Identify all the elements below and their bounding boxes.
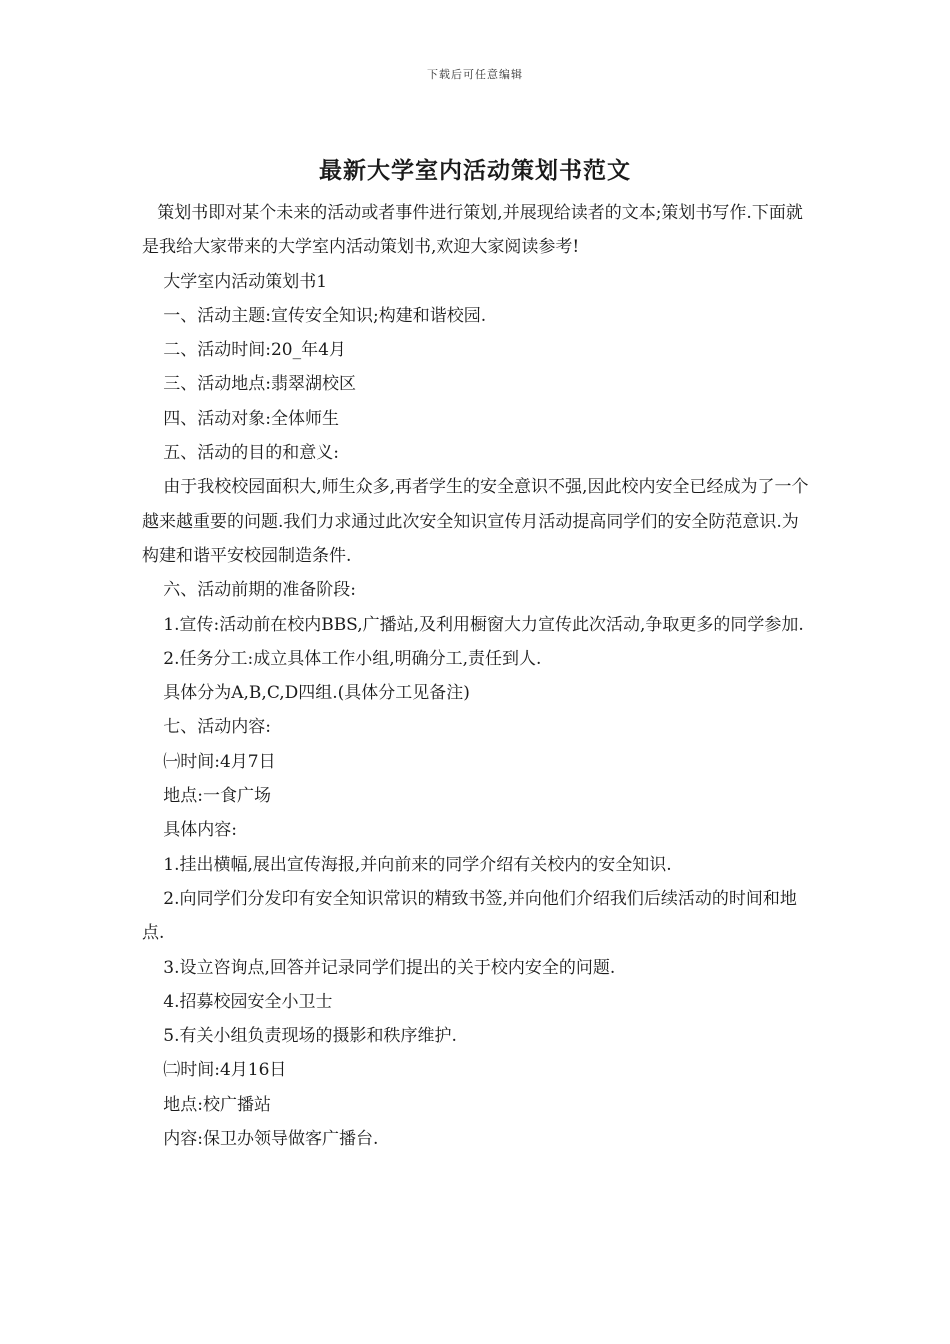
paragraph-time: 二、活动时间:20_年4月 [163, 340, 346, 361]
paragraph-purpose-heading: 五、活动的目的和意义: [163, 443, 339, 464]
header-note: 下载后可任意编辑 [427, 68, 523, 81]
paragraph-event1-details-heading: 具体内容: [163, 820, 237, 841]
paragraph-audience: 四、活动对象:全体师生 [163, 408, 339, 429]
paragraph-theme: 一、活动主题:宣传安全知识;构建和谐校园. [163, 305, 487, 326]
paragraph-event2-content: 内容:保卫办领导做客广播台. [163, 1129, 379, 1150]
paragraph-event2-location: 地点:校广播站 [163, 1094, 271, 1115]
paragraph-event1-item-1: 1.挂出横幅,展出宣传海报,并向前来的同学介绍有关校内的安全知识. [163, 854, 672, 875]
paragraph-event1-location: 地点:一食广场 [163, 786, 271, 807]
paragraph-preparation-2: 2.任务分工:成立具体工作小组,明确分工,责任到人. [163, 648, 542, 669]
paragraph-event1-item-2: 2.向同学们分发印有安全知识常识的精致书签,并向他们介绍我们后续活动的时间和地点. [142, 888, 797, 944]
paragraph-location: 三、活动地点:翡翠湖校区 [163, 374, 356, 395]
paragraph-event1-item-3: 3.设立咨询点,回答并记录同学们提出的关于校内安全的问题. [163, 957, 616, 978]
paragraph-event1-item-4: 4.招募校园安全小卫士 [163, 991, 333, 1012]
paragraph-preparation-heading: 六、活动前期的准备阶段: [163, 580, 356, 601]
page-title: 最新大学室内活动策划书范文 [319, 158, 631, 184]
paragraph-event1-item-5: 5.有关小组负责现场的摄影和秩序维护. [163, 1026, 457, 1047]
paragraph-event1-time: ㈠时间:4月7日 [163, 751, 276, 772]
paragraph-preparation-1: 1.宣传:活动前在校内BBS,广播站,及利用橱窗大力宣传此次活动,争取更多的同学参加. [163, 614, 804, 635]
paragraph-content-heading: 七、活动内容: [163, 717, 271, 738]
paragraph-intro: 策划书即对某个未来的活动或者事件进行策划,并展现给读者的文本;策划书写作.下面就是我给大家带来的大学室内活动策划书,欢迎大家阅读参考! [142, 203, 803, 258]
document-body [142, 196, 810, 1156]
paragraph-groups: 具体分为A,B,C,D四组.(具体分工见备注) [163, 683, 470, 704]
paragraph-purpose-body: 由于我校校园面积大,师生众多,再者学生的安全意识不强,因此校内安全已经成为了一个越来越重要的问题.我们力求通过此次安全知识宣传月活动提高同学们的安全防范意识.为构建和谐平安校园制造条件. [142, 477, 809, 566]
paragraph-event2-time: ㈡时间:4月16日 [163, 1060, 287, 1081]
paragraph-subtitle: 大学室内活动策划书1 [163, 271, 328, 292]
